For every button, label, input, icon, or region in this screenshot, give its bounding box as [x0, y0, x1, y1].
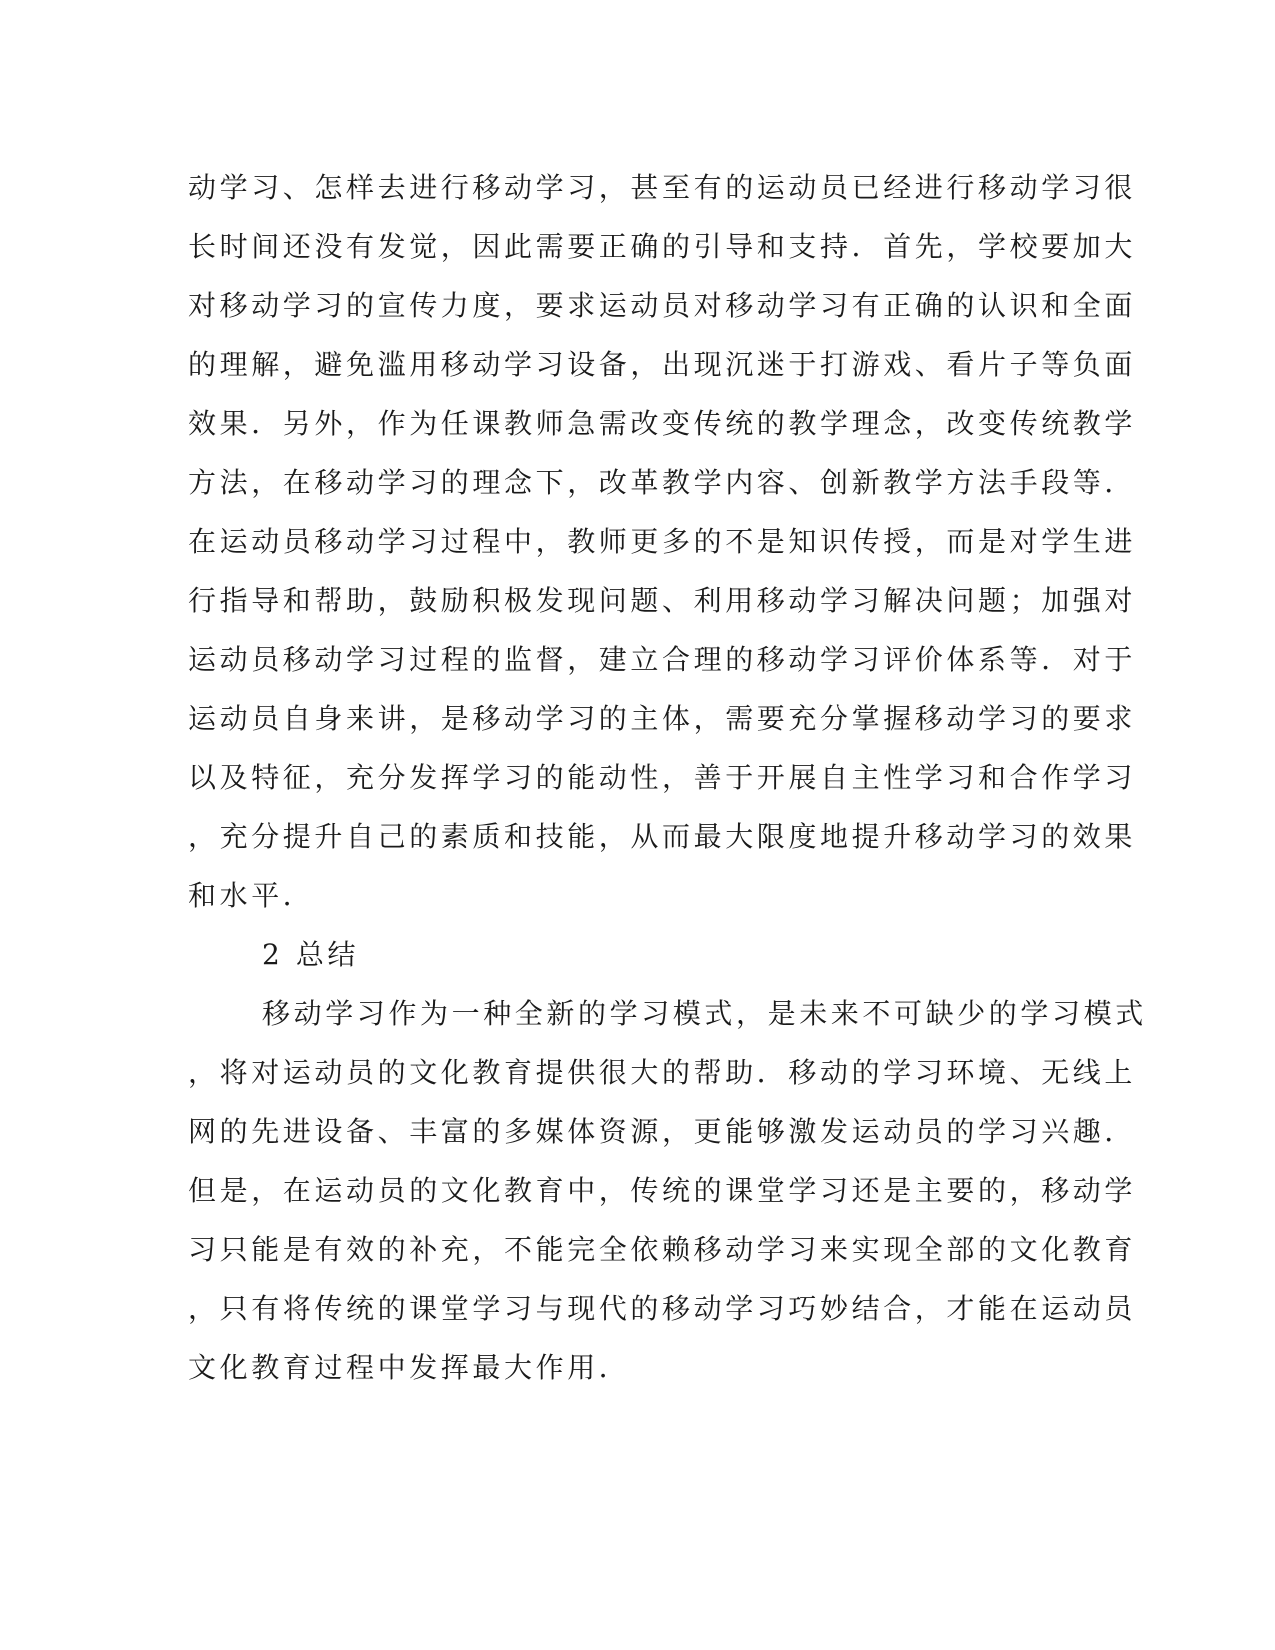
- body-text-line: 行指导和帮助，鼓励积极发现问题、利用移动学习解决问题；加强对: [188, 584, 1137, 617]
- body-text-line: 和水平．: [188, 879, 315, 912]
- body-text-line: 动学习、怎样去进行移动学习，甚至有的运动员已经进行移动学习很: [188, 171, 1137, 204]
- body-text-line: 以及特征，充分发挥学习的能动性，善于开展自主性学习和合作学习: [188, 761, 1137, 794]
- body-text-line: 运动员移动学习过程的监督，建立合理的移动学习评价体系等．对于: [188, 643, 1137, 676]
- body-text-line: 长时间还没有发觉，因此需要正确的引导和支持．首先，学校要加大: [188, 230, 1137, 263]
- body-text-line: 网的先进设备、丰富的多媒体资源，更能够激发运动员的学习兴趣．: [188, 1115, 1137, 1148]
- body-text-line: 方法，在移动学习的理念下，改革教学内容、创新教学方法手段等．: [188, 466, 1137, 499]
- body-text-line: 移动学习作为一种全新的学习模式，是未来不可缺少的学习模式: [262, 997, 1147, 1030]
- body-text-line: 但是，在运动员的文化教育中，传统的课堂学习还是主要的，移动学: [188, 1174, 1137, 1207]
- section-heading: 2 总结: [262, 938, 360, 971]
- body-text-line: ，将对运动员的文化教育提供很大的帮助．移动的学习环境、无线上: [188, 1056, 1137, 1089]
- body-text-line: 效果．另外，作为任课教师急需改变传统的教学理念，改变传统教学: [188, 407, 1137, 440]
- body-text-line: 运动员自身来讲，是移动学习的主体，需要充分掌握移动学习的要求: [188, 702, 1137, 735]
- body-text-line: 习只能是有效的补充，不能完全依赖移动学习来实现全部的文化教育: [188, 1233, 1137, 1266]
- body-text-line: 在运动员移动学习过程中，教师更多的不是知识传授，而是对学生进: [188, 525, 1137, 558]
- body-text-line: 对移动学习的宣传力度，要求运动员对移动学习有正确的认识和全面: [188, 289, 1137, 322]
- body-text-line: 文化教育过程中发挥最大作用．: [188, 1351, 631, 1384]
- body-text-line: 的理解，避免滥用移动学习设备，出现沉迷于打游戏、看片子等负面: [188, 348, 1137, 381]
- body-text-line: ，只有将传统的课堂学习与现代的移动学习巧妙结合，才能在运动员: [188, 1292, 1137, 1325]
- body-text-line: ，充分提升自己的素质和技能，从而最大限度地提升移动学习的效果: [188, 820, 1137, 853]
